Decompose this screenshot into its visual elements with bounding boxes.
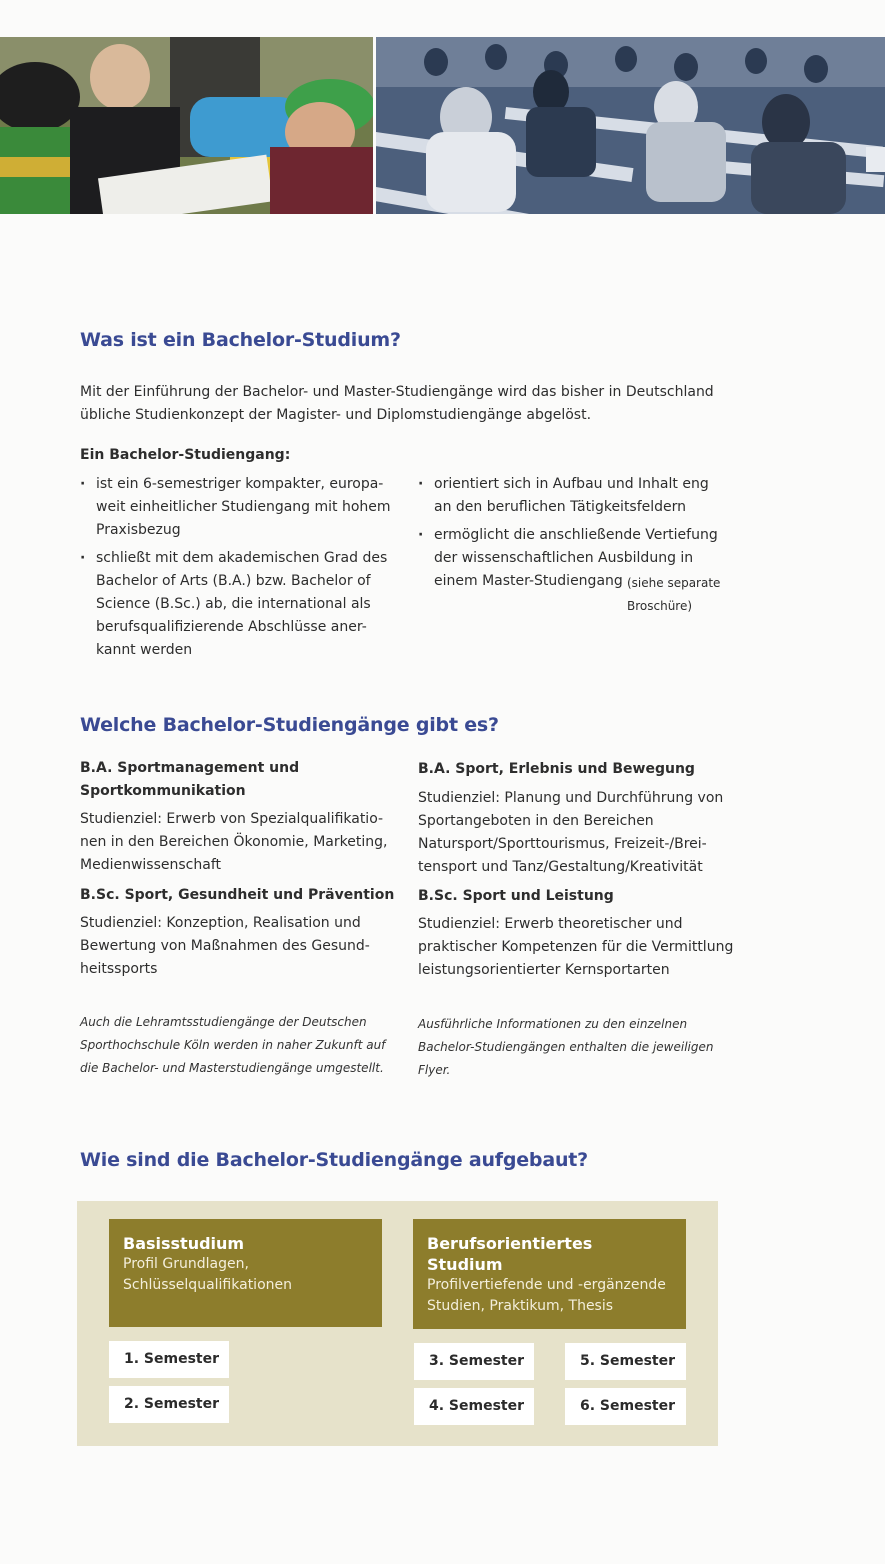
semester-5: 5. Semester [565,1343,686,1380]
subheading-bachelor-program: Ein Bachelor-Studiengang: [80,447,291,463]
basis-box [109,1219,382,1327]
semester-1: 1. Semester [109,1341,229,1378]
bullet-note-brochure: (siehe separate Broschüre) [627,576,721,613]
photo-exam-hall [376,37,885,214]
note-flyer: Ausführliche Informationen zu den einzelnen Bachelor-Studiengängen enthalten die jeweiligen Flyer. [418,1017,714,1077]
semester-6: 6. Semester [565,1388,686,1425]
semester-3: 3. Semester [414,1343,534,1380]
intro-line-2: übliche Studienkonzept der Magister- und Diplomstudiengänge abgelöst. [80,407,592,423]
bullet-item: · ist ein 6-semestriger kompakter, europa- weit einheitlicher Studiengang mit hohem Praxisbezug [78,473,408,542]
photo-students-reading [0,37,373,214]
basis-subtitle: Profil Grundlagen, Schlüsselqualifikationen [123,1256,292,1293]
bullet-item: · orientiert sich in Aufbau und Inhalt eng an den beruflichen Tätigkeitsfeldern [416,473,746,519]
bullet-list-left [78,473,408,667]
basis-title: Basisstudium [123,1234,245,1253]
program-goal-erlebnis: Studienziel: Planung und Durchführung von Sportangeboten in den Bereichen Natursport/Sporttourismus, Freizeit-/Brei- tensport und Tanz/Gestaltung/Kreativität [418,790,724,875]
program-title-gesundheit: B.Sc. Sport, Gesundheit und Prävention [80,887,395,903]
heading-which-programs: Welche Bachelor-Studiengänge gibt es? [80,714,499,736]
program-title-erlebnis: B.A. Sport, Erlebnis und Bewegung [418,761,695,777]
berufsorientiert-subtitle: Profilvertiefende und -ergänzende Studien, Praktikum, Thesis [427,1277,666,1314]
berufsorientiert-title: Berufsorientiertes Studium [427,1234,593,1274]
bullet-item: · schließt mit dem akademischen Grad des Bachelor of Arts (B.A.) bzw. Bachelor of Science (B.Sc.) ab, die international als berufsqualifizierende Abschlüsse aner- kannt werden [78,547,408,662]
intro-line-1: Mit der Einführung der Bachelor- und Master-Studiengänge wird das bisher in Deutschland [80,384,714,400]
program-title-sportmanagement: B.A. Sportmanagement und Sportkommunikation [80,760,300,799]
semester-4: 4. Semester [414,1388,534,1425]
structure-panel [77,1201,718,1446]
program-goal-gesundheit: Studienziel: Konzeption, Realisation und Bewertung von Maßnahmen des Gesund- heitssports [80,915,370,977]
header-photo-strip [0,37,885,214]
heading-structure: Wie sind die Bachelor-Studiengänge aufgebaut? [80,1149,588,1171]
heading-what-is-bachelor: Was ist ein Bachelor-Studium? [80,329,401,351]
semester-2: 2. Semester [109,1386,229,1423]
program-title-leistung: B.Sc. Sport und Leistung [418,888,614,904]
note-lehramt: Auch die Lehramtsstudiengänge der Deutschen Sporthochschule Köln werden in naher Zukunft auf die Bachelor- und Masterstudiengänge umgestellt. [80,1015,386,1075]
bullet-item: · ermöglicht die anschließende Vertiefung der wissenschaftlichen Ausbildung in einem Master-Studiengang [416,524,746,593]
program-goal-leistung: Studienziel: Erwerb theoretischer und praktischer Kompetenzen für die Vermittlung leistungsorientierter Kernsportarten [418,916,734,978]
berufsorientiert-box [413,1219,686,1329]
program-goal-sportmanagement: Studienziel: Erwerb von Spezialqualifikatio- nen in den Bereichen Ökonomie, Marketing, Medienwissenschaft [80,811,388,873]
